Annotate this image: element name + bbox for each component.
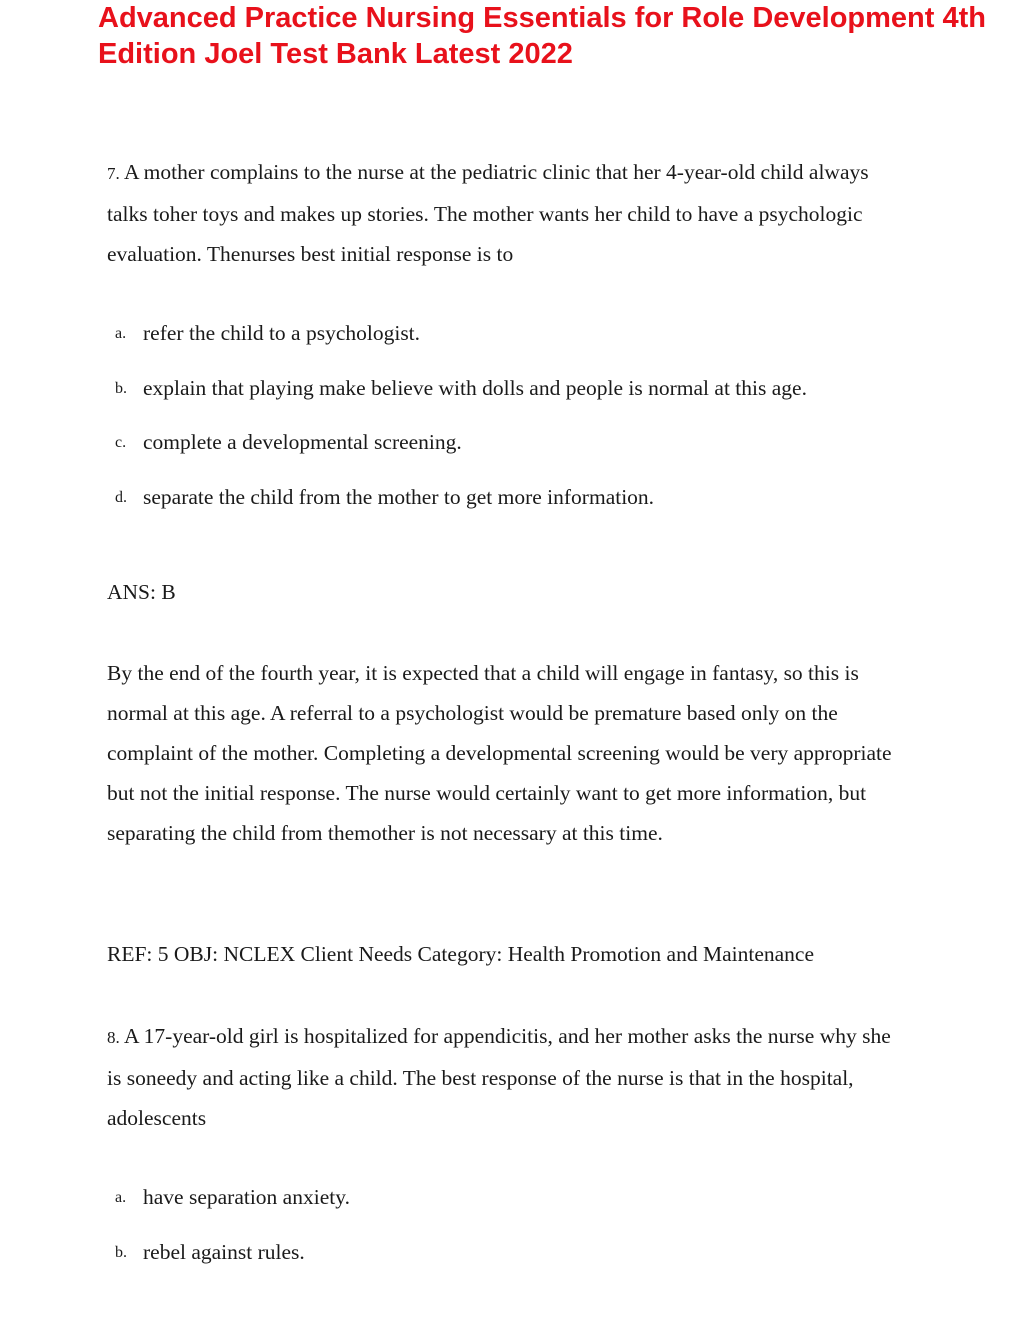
document-title: Advanced Practice Nursing Essentials for Role Development 4th Edition Joel Test Bank Latest 2022 (98, 2, 986, 70)
option-text: refer the child to a psychologist. (143, 321, 421, 345)
answer-option-a (107, 1177, 907, 1217)
option-letter: b. (115, 1244, 127, 1261)
answer-key: ANS: B (107, 580, 176, 604)
option-letter: b. (115, 380, 127, 397)
option-text: separate the child from the mother to get more information. (143, 485, 655, 509)
option-letter: a. (115, 1189, 127, 1206)
answer-option-b (107, 1232, 907, 1272)
question-stem-text: A 17-year-old girl is hospitalized for appendicitis, and her mother asks the nurse why she is soneedy and acting like a child. The best response of the nurse is that in the hospital, adolescents (107, 1024, 891, 1130)
option-text: have separation anxiety. (143, 1185, 350, 1209)
question-number: 8. (107, 1028, 120, 1047)
answer-option-b (107, 368, 907, 408)
question-stem-text: A mother complains to the nurse at the pediatric clinic that her 4-year-old child always talks toher toys and makes up stories. The mother wants her child to have a psychologic evaluation. Thenurses best initial response is to (107, 160, 869, 266)
question-reference: REF: 5 OBJ: NCLEX Client Needs Category: Health Promotion and Maintenance (107, 942, 815, 966)
option-text: rebel against rules. (143, 1240, 305, 1264)
option-text: explain that playing make believe with dolls and people is normal at this age. (143, 376, 807, 400)
option-letter: d. (115, 489, 127, 506)
question-stem (107, 1016, 907, 1138)
option-letter: a. (115, 325, 127, 342)
option-letter: c. (115, 434, 127, 451)
answer-rationale: By the end of the fourth year, it is expected that a child will engage in fantasy, so this is normal at this age. A referral to a psychologist would be premature based only on the complaint of the mother. Completing a developmental screening would be very appropriate but not the initial response. The nurse would certainly want to get more information, but separating the child from themother is not necessary at this time. (107, 661, 892, 845)
question-stem (107, 152, 907, 274)
answer-option-a (107, 313, 907, 353)
question-number: 7. (107, 164, 120, 183)
answer-option-d (107, 477, 907, 517)
option-text: complete a developmental screening. (143, 430, 462, 454)
answer-option-c (107, 422, 907, 462)
